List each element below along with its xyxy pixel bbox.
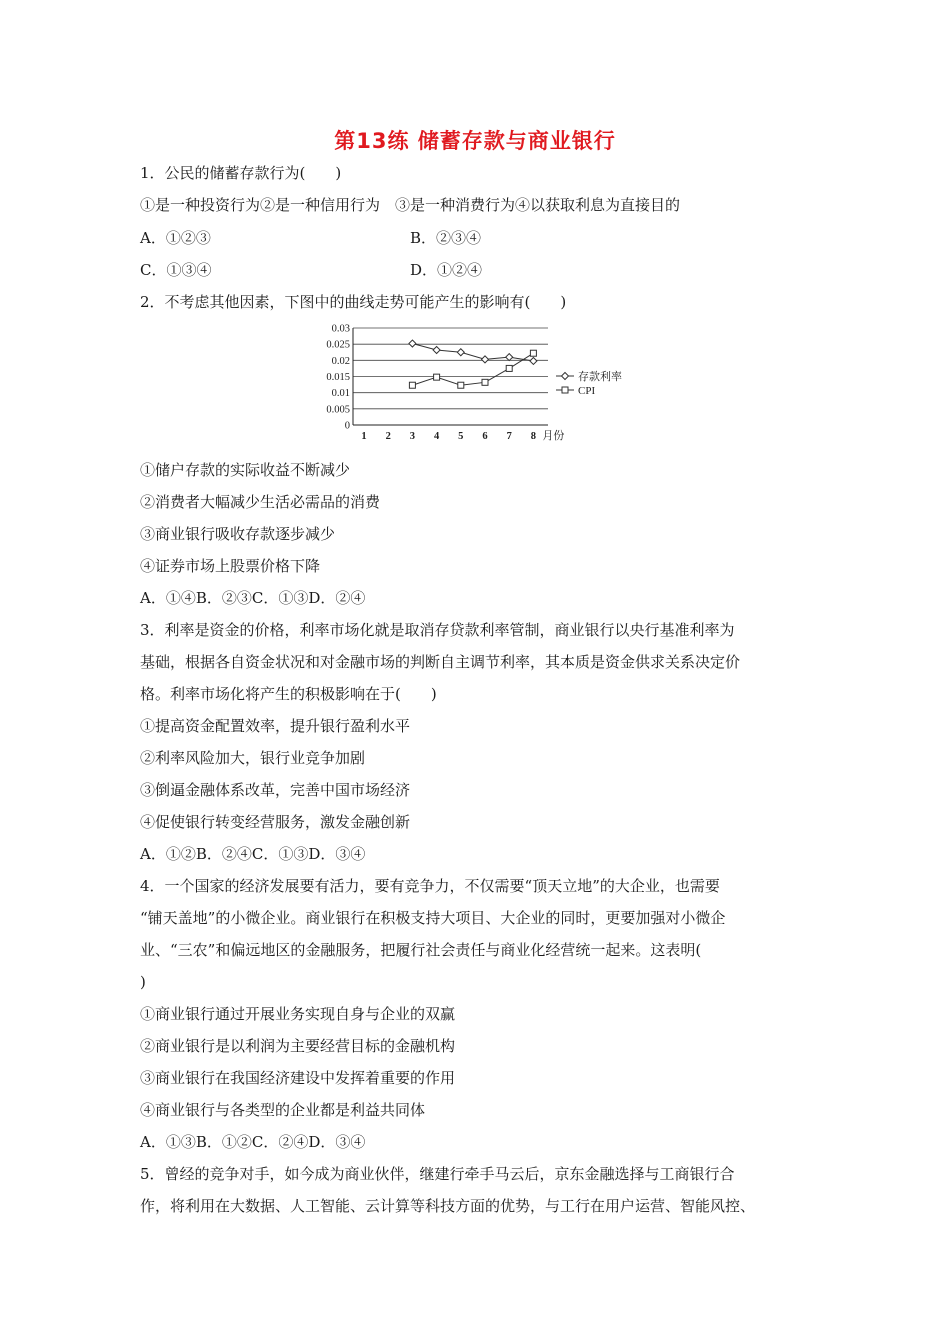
data-point-square [434, 374, 440, 380]
y-tick-label: 0.03 [331, 323, 350, 335]
page-title: 第13练 储蓄存款与商业银行 [334, 129, 616, 153]
x-tick-label: 5 [458, 431, 464, 442]
series-line-1 [412, 344, 533, 361]
y-tick-label: 0.02 [331, 355, 350, 367]
q3-item-1: ①提高资金配置效率，提升银行盈利水平 [140, 717, 411, 735]
q2-options: A．①④B．②③C．①③D．②④ [140, 589, 366, 607]
q4-line-3: 业、“三农”和偏远地区的金融服务，把履行社会责任与商业化经营统一起来。这表明( [140, 941, 702, 959]
x-tick-label: 8 [530, 431, 537, 442]
line-chart [310, 318, 640, 448]
y-tick-label: 0 [344, 420, 350, 432]
data-point-square [458, 382, 464, 388]
q1-statements: ①是一种投资行为②是一种信用行为 ③是一种消费行为④以获取利息为直接目的 [140, 196, 681, 214]
q4-line-1: 4．一个国家的经济发展要有活力，要有竞争力，不仅需要“顶天立地”的大企业，也需要 [140, 877, 720, 895]
legend-label: CPI [578, 385, 596, 397]
q5-line-1: 5．曾经的竞争对手，如今成为商业伙伴，继建行牵手马云后，京东金融选择与工商银行合 [140, 1165, 735, 1183]
y-tick-label: 0.015 [326, 372, 350, 383]
q2-stem: 2．不考虑其他因素，下图中的曲线走势可能产生的影响有( ) [140, 293, 567, 311]
q3-line-2: 基础，根据各自资金状况和对金融市场的判断自主调节利率，其本质是资金供求关系决定价 [140, 653, 741, 671]
q3-item-3: ③倒逼金融体系改革，完善中国市场经济 [140, 781, 411, 799]
y-tick-label: 0.025 [326, 339, 350, 351]
q2-item-1: ①储户存款的实际收益不断减少 [140, 461, 351, 479]
data-point-square [530, 350, 536, 356]
q1-option-c: C．①③④ [140, 261, 212, 279]
data-point-diamond [457, 349, 464, 356]
x-tick-label: 4 [433, 431, 440, 442]
q4-item-1: ①商业银行通过开展业务实现自身与企业的双赢 [140, 1005, 456, 1023]
q4-line-4: ) [140, 973, 146, 991]
y-tick-label: 0.01 [331, 388, 350, 400]
data-point-diamond [506, 354, 513, 361]
q3-options: A．①②B．②④C．①③D．③④ [140, 845, 366, 863]
legend-marker-diamond [562, 373, 569, 380]
q3-item-2: ②利率风险加大，银行业竞争加剧 [140, 749, 366, 767]
q3-line-3: 格。利率市场化将产生的积极影响在于( ) [140, 685, 437, 703]
q4-item-3: ③商业银行在我国经济建设中发挥着重要的作用 [140, 1069, 456, 1087]
data-point-diamond [409, 340, 416, 347]
x-tick-label: 6 [482, 431, 488, 442]
data-point-diamond [530, 357, 537, 364]
legend-label: 存款利率 [578, 371, 622, 383]
data-point-square [409, 382, 415, 388]
q4-line-2: “铺天盖地”的小微企业。商业银行在积极支持大项目、大企业的同时，更要加强对小微企 [140, 909, 726, 927]
data-point-diamond [482, 356, 489, 363]
x-axis-unit: 月份 [542, 430, 565, 442]
y-tick-label: 0.005 [326, 404, 350, 416]
legend-marker-square [562, 387, 568, 393]
q2-item-4: ④证券市场上股票价格下降 [140, 557, 321, 575]
x-tick-label: 7 [506, 431, 512, 442]
q4-options: A．①③B．①②C．②④D．③④ [140, 1133, 366, 1151]
data-point-square [506, 365, 512, 371]
q4-item-2: ②商业银行是以利润为主要经营目标的金融机构 [140, 1037, 456, 1055]
q4-item-4: ④商业银行与各类型的企业都是利益共同体 [140, 1101, 426, 1119]
x-tick-label: 2 [385, 431, 391, 442]
q1-option-a: A．①②③ [140, 229, 211, 247]
q3-item-4: ④促使银行转变经营服务，激发金融创新 [140, 813, 411, 831]
q2-item-3: ③商业银行吸收存款逐步减少 [140, 525, 336, 543]
data-point-square [482, 379, 488, 385]
q1-stem: 1．公民的储蓄存款行为( ) [140, 164, 342, 182]
q1-option-d: D．①②④ [410, 261, 483, 279]
q1-option-b: B．②③④ [410, 229, 482, 247]
q2-item-2: ②消费者大幅减少生活必需品的消费 [140, 493, 381, 511]
q3-line-1: 3．利率是资金的价格，利率市场化就是取消存贷款利率管制，商业银行以央行基准利率为 [140, 621, 735, 639]
data-point-diamond [433, 346, 440, 353]
q5-line-2: 作，将利用在大数据、人工智能、云计算等科技方面的优势，与工行在用户运营、智能风控、 [140, 1197, 756, 1215]
x-tick-label: 3 [409, 431, 416, 442]
x-tick-label: 1 [361, 431, 367, 442]
